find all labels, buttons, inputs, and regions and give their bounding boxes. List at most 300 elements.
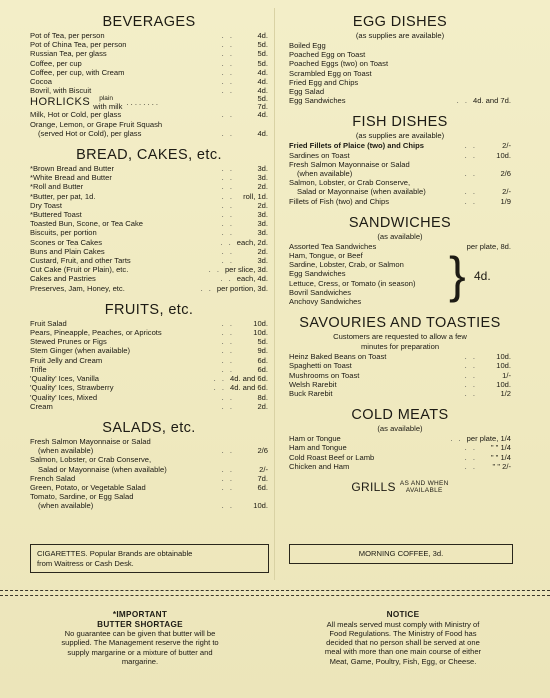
list-item — [30, 374, 268, 383]
salads-list — [30, 437, 268, 511]
cold-section — [289, 407, 511, 471]
item-name: Cocoa — [30, 77, 52, 87]
item-name: Cut Cake (Fruit or Plain), etc. — [30, 265, 129, 275]
item-price: 10d. — [496, 150, 511, 160]
leader-dots: . . — [221, 182, 234, 192]
sandwiches-section — [289, 215, 511, 306]
sandwich-group — [289, 247, 511, 307]
list-item — [30, 492, 268, 501]
item-price: 4d. — [257, 110, 268, 120]
list-item — [289, 169, 511, 178]
item-name: Bovril, with Biscuit — [30, 86, 92, 96]
item-price: 10d. — [496, 361, 511, 371]
item-price: 2d. — [257, 246, 268, 256]
item-price: 1/2 — [500, 389, 511, 399]
text-line: No guarantee can be given that butter will be — [64, 629, 216, 638]
leader-dots: . . — [221, 328, 234, 338]
egg-title: EGG DISHES — [352, 14, 448, 30]
horlicks-label: HORLICKS — [30, 96, 91, 109]
item-price: 5d. — [257, 40, 268, 50]
item-name: Chicken and Ham — [289, 461, 350, 471]
item-name: Orange, Lemon, or Grape Fruit Squash — [30, 119, 163, 129]
list-item — [30, 49, 268, 58]
item-name: Custard, Fruit, and other Tarts — [30, 256, 131, 266]
cigarettes-text-1: Popular Brands are obtainable — [89, 549, 193, 558]
list-item — [30, 437, 268, 446]
left-column — [30, 14, 268, 520]
sandwich-group-price: 4d. — [474, 269, 491, 284]
item-price: 6d. — [257, 482, 268, 492]
item-price: 5d. — [257, 49, 268, 59]
list-item — [30, 77, 268, 86]
text-line: supply margarine or a mixture of butter and — [67, 647, 213, 657]
item-name: (when available) — [38, 446, 94, 456]
item-name: Salmon, Lobster, or Crab Conserve, — [289, 178, 411, 188]
leader-dots: . . — [464, 461, 477, 471]
item-price: 9d. — [257, 346, 268, 356]
beverages-list-2 — [30, 110, 268, 138]
leader-dots: . . — [221, 228, 234, 238]
savouries-section — [289, 315, 511, 398]
item-name: Egg Salad — [289, 87, 325, 97]
morning-coffee-text: MORNING COFFEE, 3d. — [358, 549, 444, 558]
item-name: Coffee, per cup — [30, 58, 82, 68]
item-name: Bovril Sandwiches — [289, 287, 352, 297]
item-name: Cream — [30, 401, 53, 411]
item-name: *Brown Bread and Butter — [30, 164, 115, 174]
sandwiches-subtitle: (as available) — [377, 231, 423, 241]
cold-title: COLD MEATS — [351, 407, 449, 424]
item-name: Fried Fillets of Plaice (two) and Chips — [289, 141, 425, 151]
item-price: 4d. — [257, 31, 268, 40]
item-name: Ham and Tongue — [289, 443, 347, 453]
leader-dots: . . — [220, 237, 233, 247]
item-price: 2/- — [502, 187, 511, 197]
item-name: Anchovy Sandwiches — [289, 297, 362, 307]
item-name: *Butter, per pat, 1d. — [30, 191, 96, 201]
item-name: Scrambled Egg on Toast — [289, 68, 372, 78]
leader-dots: . . — [221, 337, 234, 347]
butter-notice — [30, 610, 250, 666]
item-price: 2/- — [502, 141, 511, 151]
text-line: All meals served must comply with Ministry of — [326, 619, 480, 629]
item-name: Buck Rarebit — [289, 389, 333, 399]
text-line: Food Regulations. The Ministry of Food has — [329, 628, 477, 638]
item-name: Trifle — [30, 364, 47, 374]
item-price: 5d. — [257, 58, 268, 68]
item-price: each, 2d. — [236, 237, 268, 247]
item-name: *Roll and Butter — [30, 182, 84, 192]
item-price: roll, 1d. — [243, 191, 268, 201]
bread-title: BREAD, CAKES, etc. — [76, 147, 222, 164]
list-item — [30, 120, 268, 129]
item-name: Pot of Tea, per person — [30, 31, 105, 40]
item-name: Tomato, Sardine, or Egg Salad — [30, 492, 134, 502]
list-item — [30, 192, 268, 201]
item-name: *Buttered Toast — [30, 210, 82, 220]
leader-dots: . . — [464, 141, 477, 151]
sandwich-assorted-price: per plate, 8d. — [466, 241, 511, 251]
text-line: meal with more than one main course of either — [324, 647, 482, 657]
beverages-list — [30, 31, 268, 95]
item-name: Lettuce, Cress, or Tomato (in season) — [289, 278, 416, 288]
list-item — [289, 389, 511, 398]
fruits-list — [30, 319, 268, 411]
grills-title: GRILLS — [351, 480, 396, 495]
item-price: 2d. — [257, 200, 268, 210]
list-item — [30, 256, 268, 265]
item-price: 3d. — [257, 228, 268, 238]
item-price: 10d. — [496, 379, 511, 389]
item-price: 2/- — [259, 464, 268, 474]
list-item — [289, 197, 511, 206]
item-name: Salmon, Lobster, or Crab Conserve, — [30, 455, 152, 465]
item-price: 5d. — [257, 337, 268, 347]
list-item — [30, 474, 268, 483]
leader-dots: . . — [221, 401, 234, 411]
item-name: Salad or Mayonnaise (when available) — [38, 464, 167, 474]
item-name: Cakes and Pastries — [30, 274, 96, 284]
leader-dots: . . — [464, 169, 477, 179]
savouries-note-1: Customers are requested to allow a few — [333, 332, 467, 342]
item-price: 10d. — [253, 501, 268, 511]
leader-dots: . . — [221, 446, 234, 456]
list-item — [30, 274, 268, 283]
item-price: 4d. and 6d. — [229, 374, 268, 384]
leader-dots: . . — [221, 392, 234, 402]
list-item — [30, 501, 268, 510]
list-item — [30, 446, 268, 455]
list-item — [30, 284, 268, 293]
list-item — [30, 328, 268, 337]
list-item — [30, 356, 268, 365]
item-name: (when available) — [297, 169, 353, 179]
item-name: Dry Toast — [30, 200, 62, 210]
item-name: Welsh Rarebit — [289, 379, 337, 389]
item-name: Milk, Hot or Cold, per glass — [30, 110, 122, 120]
leader-dots: . . — [221, 364, 234, 374]
list-item — [30, 110, 268, 119]
leader-dots: . . — [464, 370, 477, 380]
leader-dots: . . — [464, 196, 477, 206]
horlicks-milk-label: with milk — [93, 101, 123, 111]
item-price: " " 2/- — [492, 461, 511, 471]
list-item — [289, 87, 511, 96]
item-name: Ham or Tongue — [289, 434, 341, 444]
sandwiches-title: SANDWICHES — [348, 214, 452, 231]
sandwich-assorted-name: Assorted Tea Sandwiches — [289, 241, 377, 251]
leader-dots: . . — [464, 150, 477, 160]
list-item — [30, 228, 268, 237]
leader-dots: . . — [221, 110, 234, 120]
list-item — [30, 173, 268, 182]
list-item — [30, 247, 268, 256]
list-item — [289, 187, 511, 196]
list-item — [289, 288, 511, 297]
list-item — [30, 210, 268, 219]
beverages-section — [30, 14, 268, 138]
item-name: Pears, Pineapple, Peaches, or Apricots — [30, 328, 162, 338]
list-item — [30, 59, 268, 68]
butter-title-1: *IMPORTANT — [112, 610, 168, 619]
list-item — [289, 242, 511, 251]
grills-note-2: AVAILABLE — [405, 487, 443, 495]
leader-dots: . . — [221, 464, 234, 474]
cold-list — [289, 434, 511, 471]
leader-dots: . . — [220, 274, 233, 284]
item-name: *White Bread and Butter — [30, 173, 112, 183]
leader-dots: . . — [213, 383, 226, 393]
item-price: 1/9 — [500, 196, 511, 206]
item-name: Salad or Mayonnaise (when available) — [297, 187, 426, 197]
item-name: French Salad — [30, 473, 76, 483]
horlicks-plain-label: plain — [99, 95, 113, 103]
grills-heading — [289, 480, 511, 494]
list-item — [30, 31, 268, 40]
ministry-notice — [298, 610, 508, 666]
column-divider — [274, 8, 275, 580]
item-name: Scones or Tea Cakes — [30, 237, 103, 247]
item-name: Fruit Jelly and Cream — [30, 355, 103, 365]
leader-dots: . . — [221, 355, 234, 365]
item-name: 'Quality' Ices, Vanilla — [30, 374, 100, 384]
item-name: Sardine, Lobster, Crab, or Salmon — [289, 260, 404, 270]
item-price: per plate, 1/4 — [466, 434, 511, 444]
leader-dots: . . — [200, 283, 213, 293]
fish-section — [289, 114, 511, 205]
cigarettes-label: CIGARETTES. — [37, 549, 88, 558]
cigarettes-box — [30, 544, 269, 573]
item-name: Fillets of Fish (two) and Chips — [289, 196, 390, 206]
savouries-list — [289, 352, 511, 398]
item-name: Toasted Bun, Scone, or Tea Cake — [30, 219, 143, 229]
list-item — [289, 443, 511, 452]
list-item — [289, 251, 511, 260]
item-price: 4d. — [257, 77, 268, 87]
list-item — [289, 41, 511, 50]
list-item — [30, 219, 268, 228]
item-price: " " 1/4 — [490, 443, 511, 453]
list-item — [289, 371, 511, 380]
cigarettes-text-2: from Waitress or Cash Desk. — [37, 558, 134, 568]
item-price: 2d. — [257, 401, 268, 411]
item-price: per slice, 3d. — [224, 265, 268, 275]
item-name: Egg Sandwiches — [289, 96, 346, 106]
item-name: Buns and Plain Cakes — [30, 246, 105, 256]
egg-subtitle: (as supplies are available) — [355, 31, 445, 40]
item-name: Fruit Salad — [30, 318, 67, 328]
list-item — [289, 160, 511, 169]
list-item — [30, 455, 268, 464]
leader-dots: . . — [221, 67, 234, 77]
leader-dots: . . — [464, 361, 477, 371]
item-price: 2/6 — [257, 446, 268, 456]
item-price: 4d. — [257, 86, 268, 96]
item-name: Heinz Baked Beans on Toast — [289, 352, 387, 362]
list-item — [30, 40, 268, 49]
leader-dots: . . — [221, 482, 234, 492]
list-item — [30, 393, 268, 402]
list-item — [30, 402, 268, 411]
item-name: Fried Egg and Chips — [289, 77, 359, 87]
item-price: 3d. — [257, 173, 268, 183]
list-item — [289, 69, 511, 78]
list-item — [289, 50, 511, 59]
leader-dots: . . — [221, 318, 234, 328]
horlicks-plain-price: 5d. — [257, 94, 268, 104]
item-name: Fresh Salmon Mayonnaise or Salad — [289, 159, 410, 169]
fruits-section — [30, 302, 268, 411]
leader-dots: . . — [221, 501, 234, 511]
list-item — [30, 129, 268, 138]
leader-dots: . . — [464, 452, 477, 462]
leader-dots: . . — [464, 379, 477, 389]
leader-dots: . . — [221, 473, 234, 483]
list-item — [30, 465, 268, 474]
item-name: Coffee, per cup, with Cream — [30, 67, 125, 77]
morning-coffee-box — [289, 544, 513, 564]
leader-dots: . . — [221, 200, 234, 210]
leader-dots: . . — [221, 58, 234, 68]
leader-dots: . . — [213, 374, 226, 384]
fruits-title: FRUITS, etc. — [104, 301, 194, 318]
right-column — [289, 14, 511, 494]
list-item — [289, 151, 511, 160]
leader-dots: . . — [221, 191, 234, 201]
leader-dots: . . — [221, 164, 234, 174]
item-name: Egg Sandwiches — [289, 269, 346, 279]
item-price: 2d. — [257, 182, 268, 192]
item-name: Russian Tea, per glass — [30, 49, 107, 59]
item-price: " " 1/4 — [490, 452, 511, 462]
leader-dots: . . — [221, 346, 234, 356]
butter-text — [30, 629, 250, 666]
item-price: 6d. — [257, 355, 268, 365]
list-item — [30, 201, 268, 210]
beverages-title: BEVERAGES — [102, 14, 196, 30]
list-item — [289, 297, 511, 306]
item-price: 1/- — [502, 370, 511, 380]
fish-list — [289, 141, 511, 205]
item-name: Mushrooms on Toast — [289, 370, 360, 380]
fish-subtitle: (as supplies are available) — [355, 131, 445, 141]
item-name: Pot of China Tea, per person — [30, 40, 127, 50]
leader-dots: . . — [221, 40, 234, 50]
item-price: each, 4d. — [236, 274, 268, 284]
item-name: Poached Eggs (two) on Toast — [289, 59, 389, 69]
list-item — [289, 453, 511, 462]
list-item — [289, 434, 511, 443]
list-item — [30, 238, 268, 247]
notice-title: NOTICE — [386, 610, 420, 619]
horlicks-milk-price: 7d. — [257, 101, 268, 111]
bread-section — [30, 147, 268, 293]
item-name: Fresh Salmon Mayonnaise or Salad — [30, 436, 151, 446]
notice-text — [298, 620, 508, 666]
text-line: Meat, Game, Poultry, Fish, Egg, or Cheese. — [329, 656, 477, 666]
egg-list — [289, 41, 511, 105]
item-price: 3d. — [257, 256, 268, 266]
grills-note-1: AS AND WHEN — [399, 480, 449, 488]
list-item — [30, 68, 268, 77]
list-item — [289, 178, 511, 187]
leader-dots: . . — [221, 49, 234, 59]
leader-dots: . . — [221, 86, 234, 96]
list-item — [30, 483, 268, 492]
butter-title-2: BUTTER SHORTAGE — [97, 619, 183, 629]
list-item — [30, 365, 268, 374]
item-price: 4d. and 6d. — [229, 383, 268, 393]
dashed-separator — [0, 590, 550, 602]
item-price: 7d. — [257, 473, 268, 483]
list-item — [289, 380, 511, 389]
item-price: 4d. — [257, 67, 268, 77]
fish-title: FISH DISHES — [352, 114, 448, 131]
item-name: (served Hot or Cold), per glass — [38, 128, 142, 138]
list-item — [30, 337, 268, 346]
item-name: Stewed Prunes or Figs — [30, 337, 107, 347]
leader-dots: . . — [464, 187, 477, 197]
list-item — [289, 462, 511, 471]
leader-dots: . . — [450, 434, 463, 444]
savouries-note-2: minutes for preparation — [360, 342, 440, 352]
list-item — [30, 319, 268, 328]
list-item — [289, 59, 511, 68]
list-item — [30, 383, 268, 392]
leader-dots: . . — [221, 256, 234, 266]
text-line: supplied. The Management reserve the right to — [61, 638, 219, 648]
item-name: Biscuits, per portion — [30, 228, 97, 238]
leader-dots: . . — [221, 77, 234, 87]
leader-dots: . . — [221, 128, 234, 138]
item-name: Cold Roast Beef or Lamb — [289, 452, 375, 462]
item-price: 2/6 — [500, 169, 511, 179]
item-name: Ham, Tongue, or Beef — [289, 251, 363, 261]
leader-dots: . . — [221, 31, 234, 40]
list-item — [30, 182, 268, 191]
item-price: 10d. — [253, 328, 268, 338]
brace-icon: } — [449, 247, 466, 304]
text-line: margarine. — [121, 656, 159, 666]
item-name: (when available) — [38, 501, 94, 511]
item-price: 3d. — [257, 210, 268, 220]
cold-subtitle: (as available) — [377, 424, 423, 434]
salads-title: SALADS, etc. — [102, 419, 196, 436]
item-price: per portion, 3d. — [216, 283, 268, 293]
leader-dots: . . — [221, 246, 234, 256]
leader-dots: . . — [221, 210, 234, 220]
list-item — [289, 78, 511, 87]
leader-dots: . . — [456, 96, 469, 106]
leader-dots: . . — [208, 265, 221, 275]
item-price: 3d. — [257, 219, 268, 229]
item-name: Sardines on Toast — [289, 150, 350, 160]
list-item — [30, 265, 268, 274]
item-price: 4d. — [257, 128, 268, 138]
list-item — [30, 86, 268, 95]
list-item — [289, 361, 511, 370]
list-item — [289, 352, 511, 361]
item-name: Preserves, Jam, Honey, etc. — [30, 283, 125, 293]
item-name: Boiled Egg — [289, 41, 326, 50]
leader-dots: . . — [464, 443, 477, 453]
salads-section — [30, 420, 268, 511]
item-name: 'Quality' Ices, Mixed — [30, 392, 98, 402]
bread-list — [30, 164, 268, 293]
item-price: 6d. — [257, 364, 268, 374]
savouries-title: SAVOURIES AND TOASTIES — [299, 315, 501, 332]
item-name: 'Quality' Ices, Strawberry — [30, 383, 114, 393]
